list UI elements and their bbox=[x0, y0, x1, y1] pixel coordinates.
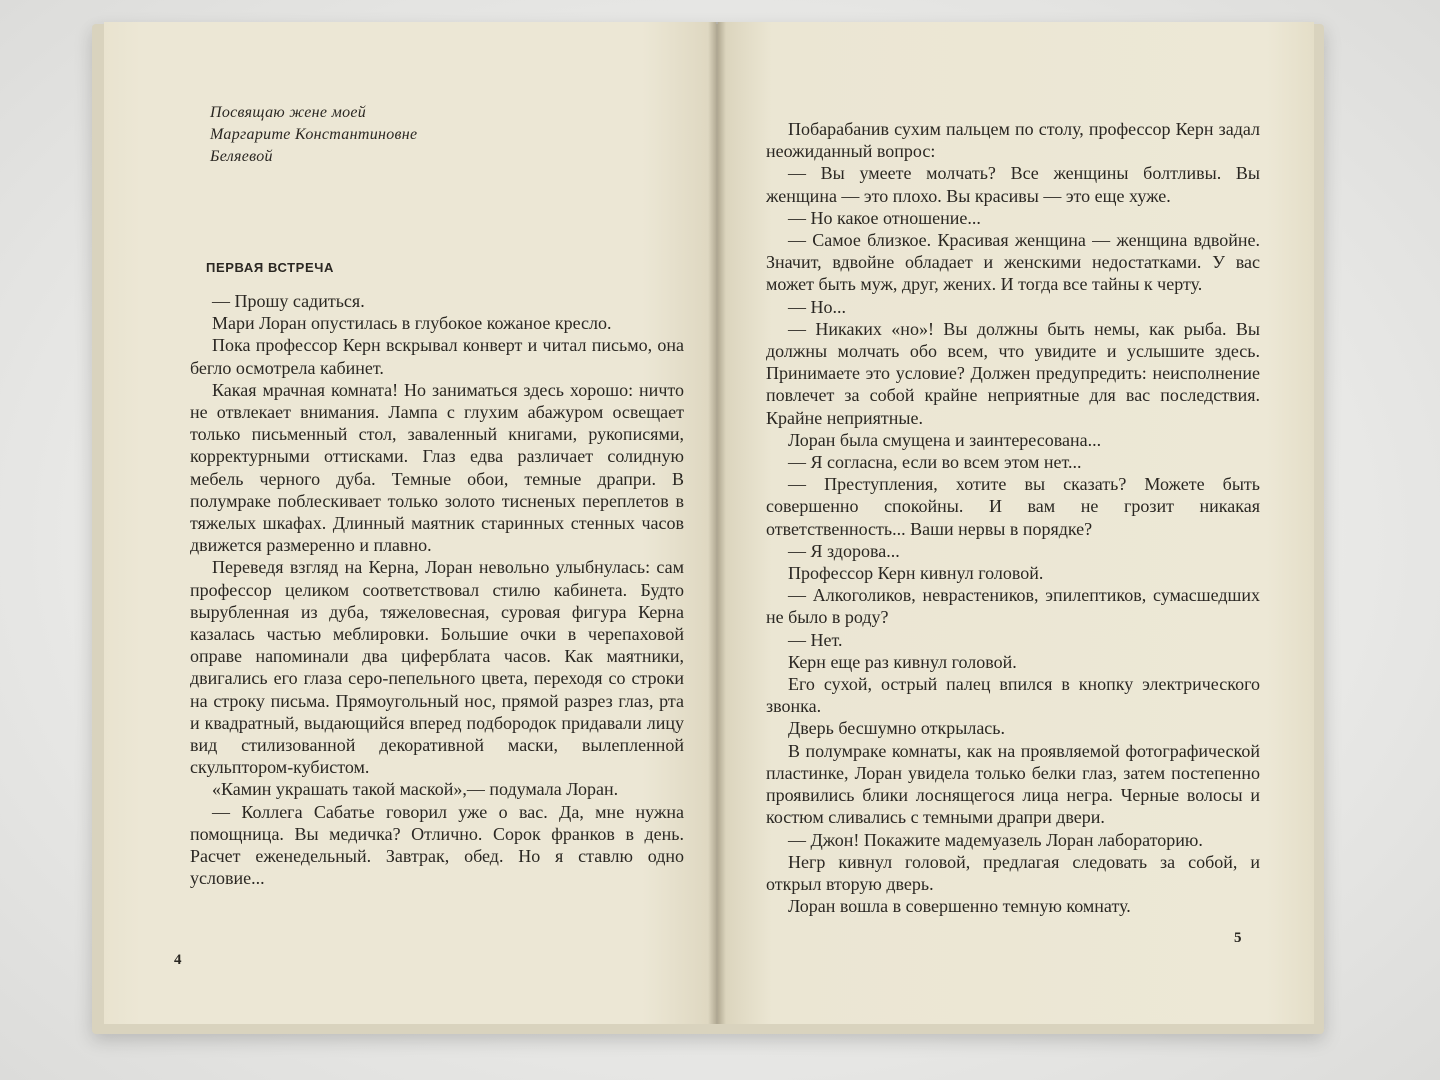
right-page bbox=[718, 22, 1314, 1024]
paragraph: Какая мрачная комната! Но заниматься здесь хорошо: ничто не отвлекает внимания. Лампа с глухим абажуром освещает только письменный стол, заваленный книгами, рукописями, корректурными оттисками. Глаз едва различает солидную мебель черного дуба. Темные обои, темные драпри. В полумраке поблескивает только золото тисненых переплетов в тяжелых шкафах. Длинный маятник старинных стенных часов движется размеренно и плавно. bbox=[190, 379, 684, 556]
paragraph: «Камин украшать такой маской»,— подумала Лоран. bbox=[212, 779, 619, 800]
paragraph: Профессор Керн кивнул головой. bbox=[788, 563, 1044, 584]
paragraph: — Преступления, хотите вы сказать? Можете быть совершенно спокойны. И вам не грозит никакая ответственность... Ваши нервы в порядке? bbox=[766, 474, 1260, 539]
left-page-text bbox=[190, 290, 684, 889]
dedication bbox=[210, 102, 470, 168]
paragraph: — Я согласна, если во всем этом нет... bbox=[788, 452, 1082, 473]
paragraph: Побарабанив сухим пальцем по столу, профессор Керн задал неожиданный вопрос: bbox=[766, 119, 1260, 162]
paragraph: — Никаких «но»! Вы должны быть немы, как рыба. Вы должны молчать обо всем, что увидите и услышите здесь. Принимаете это условие? Должен предупредить: неисполнение повлечет за собой крайне неприятные для вас последствия. Крайне неприятные. bbox=[766, 318, 1260, 428]
paragraph: Пока профессор Керн вскрывал конверт и читал письмо, она бегло осмотрела кабинет. bbox=[190, 335, 684, 378]
page-number: 5 bbox=[1234, 930, 1242, 946]
paragraph: Негр кивнул головой, предлагая следовать за собой, и открыл вторую дверь. bbox=[766, 851, 1260, 894]
paragraph: — Но... bbox=[788, 296, 846, 317]
paragraph: — Но какое отношение... bbox=[788, 207, 981, 228]
paragraph: В полумраке комнаты, как на проявляемой фотографической пластинке, Лоран увидела только белки глаз, затем постепенно проявились блики лоснящегося лица негра. Черные волосы и костюм сливались с темными драпри двери. bbox=[766, 740, 1260, 828]
dedication-line: Посвящаю жене моей bbox=[210, 104, 367, 121]
right-page-text bbox=[766, 118, 1260, 917]
paragraph: Лоран вошла в совершенно темную комнату. bbox=[788, 896, 1131, 917]
paragraph: — Прошу садиться. bbox=[212, 291, 365, 311]
dedication-line: Беляевой bbox=[210, 148, 273, 165]
paragraph: — Джон! Покажите мадемуазель Лоран лабораторию. bbox=[788, 829, 1203, 850]
paragraph: Керн еще раз кивнул головой. bbox=[788, 651, 1017, 672]
paragraph: — Я здорова... bbox=[788, 540, 900, 561]
left-page bbox=[104, 22, 716, 1024]
page-number: 4 bbox=[174, 952, 182, 968]
book-gutter bbox=[708, 22, 726, 1024]
paragraph: Дверь бесшумно открылась. bbox=[788, 718, 1006, 739]
paragraph: — Коллега Сабатье говорил уже о вас. Да, мне нужна помощница. Вы медичка? Отлично. Сорок франков в день. Расчет еженедельный. Завтрак, обед. Но я ставлю одно условие... bbox=[190, 801, 684, 889]
paragraph: Переведя взгляд на Керна, Лоран невольно улыбнулась: сам профессор целиком соответствовал стилю кабинета. Будто вырубленная из дуба, тяжеловесная, суровая фигура Керна казалась частью меблировки. Большие очки в черепаховой оправе напоминали два циферблата часов. Как маятники, двигались его глаза серо-пепельного цвета, переходя со строки на строку письма. Прямоугольный нос, прямой разрез глаз, рта и квадратный, выдающийся вперед подбородок придавали лицу вид стилизованной декоративной маски, вылепленной скульптором-кубистом. bbox=[190, 557, 684, 778]
paragraph: — Нет. bbox=[788, 629, 843, 650]
paragraph: — Самое близкое. Красивая женщина — женщина вдвойне. Значит, вдвойне обладает и женскими недостатками. У вас может быть муж, друг, жених. И тогда все тайны к черту. bbox=[766, 230, 1260, 295]
chapter-title: ПЕРВАЯ ВСТРЕЧА bbox=[206, 260, 334, 275]
paragraph: Его сухой, острый палец впился в кнопку электрического звонка. bbox=[766, 674, 1260, 717]
dedication-line: Маргарите Константиновне bbox=[210, 126, 418, 143]
paragraph: Лоран была смущена и заинтересована... bbox=[788, 429, 1102, 450]
paragraph: Мари Лоран опустилась в глубокое кожаное кресло. bbox=[212, 313, 612, 334]
paragraph: — Вы умеете молчать? Все женщины болтливы. Вы женщина — это плохо. Вы красивы — это еще хуже. bbox=[766, 163, 1260, 206]
paragraph: — Алкоголиков, неврастеников, эпилептиков, сумасшедших не было в роду? bbox=[766, 585, 1260, 628]
